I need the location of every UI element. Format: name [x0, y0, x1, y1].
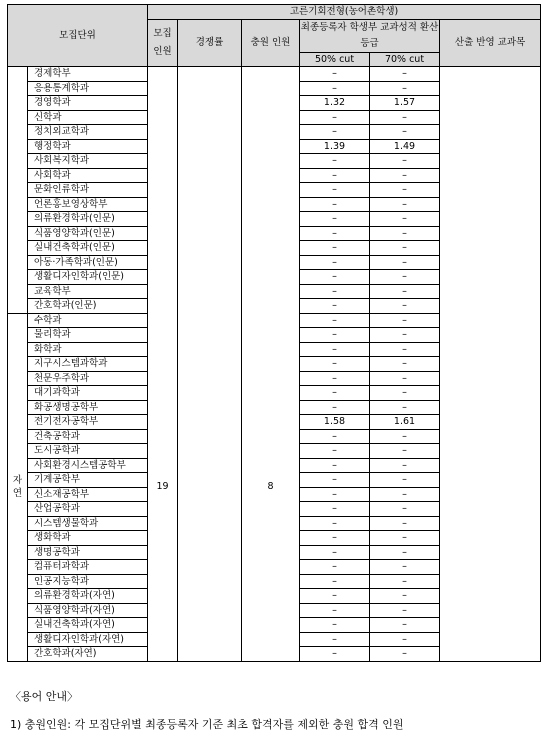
- recruit-cell: 19: [148, 67, 178, 662]
- cut70-cell: –: [370, 647, 440, 662]
- dept-cell: 응용통계학과: [28, 81, 148, 96]
- dept-cell: 화학과: [28, 342, 148, 357]
- cut50-cell: –: [300, 168, 370, 183]
- cut70-cell: –: [370, 357, 440, 372]
- dept-cell: 산업공학과: [28, 502, 148, 517]
- cut50-cell: 1.39: [300, 139, 370, 154]
- dept-cell: 경영학과: [28, 96, 148, 111]
- dept-cell: 신학과: [28, 110, 148, 125]
- dept-cell: 시스템생물학과: [28, 516, 148, 531]
- cut70-cell: –: [370, 168, 440, 183]
- cut50-cell: –: [300, 545, 370, 560]
- cut70-cell: –: [370, 545, 440, 560]
- dept-cell: 건축공학과: [28, 429, 148, 444]
- calc-cell: [440, 67, 541, 662]
- dept-cell: 의류환경학과(인문): [28, 212, 148, 227]
- dept-cell: 의류환경학과(자연): [28, 589, 148, 604]
- cut50-cell: –: [300, 255, 370, 270]
- extra-cell: 8: [242, 67, 300, 662]
- dept-cell: 도시공학과: [28, 444, 148, 459]
- header-grade: 최종등록자 학생부 교과성적 환산등급: [300, 19, 440, 52]
- cut70-cell: –: [370, 487, 440, 502]
- cut50-cell: –: [300, 299, 370, 314]
- cut50-cell: –: [300, 270, 370, 285]
- cut70-cell: 1.61: [370, 415, 440, 430]
- cut70-cell: –: [370, 183, 440, 198]
- dept-cell: 신소재공학부: [28, 487, 148, 502]
- cut70-cell: –: [370, 212, 440, 227]
- dept-cell: 컴퓨터과학과: [28, 560, 148, 575]
- cut70-cell: –: [370, 400, 440, 415]
- cut70-cell: –: [370, 241, 440, 256]
- dept-cell: 천문우주학과: [28, 371, 148, 386]
- cut70-cell: –: [370, 502, 440, 517]
- dept-cell: 간호학과(자연): [28, 647, 148, 662]
- header-track: 고른기회전형(농어촌학생): [148, 5, 541, 20]
- cut50-cell: 1.32: [300, 96, 370, 111]
- cut50-cell: –: [300, 502, 370, 517]
- dept-cell: 사회복지학과: [28, 154, 148, 169]
- cut50-cell: –: [300, 197, 370, 212]
- cut70-cell: –: [370, 313, 440, 328]
- cut50-cell: –: [300, 473, 370, 488]
- dept-cell: 실내건축학과(자연): [28, 618, 148, 633]
- cut50-cell: –: [300, 487, 370, 502]
- cut50-cell: –: [300, 400, 370, 415]
- competition-cell: [178, 67, 242, 662]
- dept-cell: 생화학과: [28, 531, 148, 546]
- cut70-cell: –: [370, 255, 440, 270]
- dept-cell: 경제학부: [28, 67, 148, 82]
- header-competition: 경쟁률: [178, 19, 242, 67]
- category-cell: 자 연: [8, 313, 28, 661]
- dept-cell: 생활디자인학과(자연): [28, 632, 148, 647]
- dept-cell: 식품영양학과(자연): [28, 603, 148, 618]
- notes: [10, 690, 404, 732]
- dept-cell: 사회환경시스템공학부: [28, 458, 148, 473]
- cut70-cell: –: [370, 574, 440, 589]
- dept-cell: 언론홍보영상학부: [28, 197, 148, 212]
- dept-cell: 물리학과: [28, 328, 148, 343]
- cut50-cell: –: [300, 560, 370, 575]
- dept-cell: 행정학과: [28, 139, 148, 154]
- cut70-cell: –: [370, 270, 440, 285]
- dept-cell: 아동·가족학과(인문): [28, 255, 148, 270]
- cut50-cell: –: [300, 357, 370, 372]
- dept-cell: 식품영양학과(인문): [28, 226, 148, 241]
- cut70-cell: –: [370, 342, 440, 357]
- cut70-cell: –: [370, 386, 440, 401]
- cut50-cell: –: [300, 574, 370, 589]
- cut70-cell: –: [370, 560, 440, 575]
- cut50-cell: –: [300, 444, 370, 459]
- cut70-cell: –: [370, 226, 440, 241]
- cut50-cell: –: [300, 67, 370, 82]
- cut70-cell: –: [370, 371, 440, 386]
- header-cut70: 70% cut: [370, 52, 440, 67]
- cut70-cell: –: [370, 125, 440, 140]
- cut50-cell: –: [300, 647, 370, 662]
- dept-cell: 실내건축학과(인문): [28, 241, 148, 256]
- cut70-cell: –: [370, 81, 440, 96]
- header-unit: 모집단위: [8, 5, 148, 67]
- header-recruit-text: 모집 인원: [153, 27, 172, 57]
- cut70-cell: –: [370, 197, 440, 212]
- cut50-cell: –: [300, 342, 370, 357]
- table-body: [8, 67, 541, 662]
- cut50-cell: –: [300, 81, 370, 96]
- cut70-cell: –: [370, 284, 440, 299]
- cut70-cell: –: [370, 299, 440, 314]
- cut50-cell: –: [300, 618, 370, 633]
- cut70-cell: –: [370, 531, 440, 546]
- cut50-cell: –: [300, 154, 370, 169]
- cut50-cell: –: [300, 516, 370, 531]
- dept-cell: 인공지능학과: [28, 574, 148, 589]
- dept-cell: 지구시스템과학과: [28, 357, 148, 372]
- dept-cell: 문화인류학과: [28, 183, 148, 198]
- category-cell: [8, 67, 28, 314]
- cut70-cell: –: [370, 154, 440, 169]
- dept-cell: 전기전자공학부: [28, 415, 148, 430]
- notes-line-1: 1) 충원인원: 각 모집단위별 최종등록자 기준 최초 합격자를 제외한 충원 합격 인원: [10, 718, 404, 731]
- admission-table: [7, 4, 541, 662]
- dept-cell: 사회학과: [28, 168, 148, 183]
- cut70-cell: –: [370, 458, 440, 473]
- header-cut50: 50% cut: [300, 52, 370, 67]
- cut70-cell: –: [370, 516, 440, 531]
- cut50-cell: –: [300, 284, 370, 299]
- cut70-cell: –: [370, 110, 440, 125]
- cut50-cell: –: [300, 531, 370, 546]
- cut50-cell: 1.58: [300, 415, 370, 430]
- table-row: [8, 67, 541, 82]
- cut70-cell: –: [370, 67, 440, 82]
- cut70-cell: 1.49: [370, 139, 440, 154]
- cut50-cell: –: [300, 458, 370, 473]
- dept-cell: 생명공학과: [28, 545, 148, 560]
- cut50-cell: –: [300, 183, 370, 198]
- cut50-cell: –: [300, 226, 370, 241]
- cut50-cell: –: [300, 429, 370, 444]
- dept-cell: 대기과학과: [28, 386, 148, 401]
- cut50-cell: –: [300, 328, 370, 343]
- cut50-cell: –: [300, 632, 370, 647]
- dept-cell: 생활디자인학과(인문): [28, 270, 148, 285]
- header-calc: 산출 반영 교과목: [440, 19, 541, 67]
- dept-cell: 간호학과(인문): [28, 299, 148, 314]
- cut70-cell: –: [370, 589, 440, 604]
- dept-cell: 수학과: [28, 313, 148, 328]
- cut50-cell: –: [300, 125, 370, 140]
- cut70-cell: 1.57: [370, 96, 440, 111]
- cut50-cell: –: [300, 313, 370, 328]
- dept-cell: 기계공학부: [28, 473, 148, 488]
- cut70-cell: –: [370, 632, 440, 647]
- header-extra: 충원 인원: [242, 19, 300, 67]
- cut50-cell: –: [300, 241, 370, 256]
- cut70-cell: –: [370, 473, 440, 488]
- cut50-cell: –: [300, 110, 370, 125]
- cut70-cell: –: [370, 444, 440, 459]
- dept-cell: 정치외교학과: [28, 125, 148, 140]
- notes-title: 〈용어 안내〉: [10, 690, 79, 703]
- cut70-cell: –: [370, 328, 440, 343]
- cut50-cell: –: [300, 589, 370, 604]
- cut70-cell: –: [370, 618, 440, 633]
- cut50-cell: –: [300, 371, 370, 386]
- cut70-cell: –: [370, 603, 440, 618]
- cut70-cell: –: [370, 429, 440, 444]
- cut50-cell: –: [300, 603, 370, 618]
- cut50-cell: –: [300, 212, 370, 227]
- cut50-cell: –: [300, 386, 370, 401]
- header-recruit: [148, 19, 178, 67]
- dept-cell: 교육학부: [28, 284, 148, 299]
- dept-cell: 화공생명공학부: [28, 400, 148, 415]
